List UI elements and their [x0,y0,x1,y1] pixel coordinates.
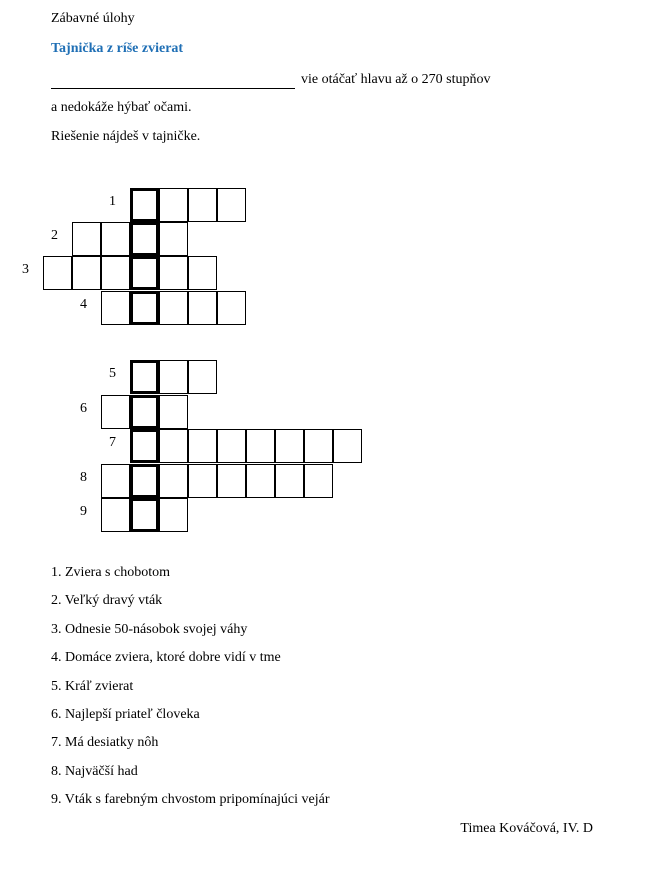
answer-cell[interactable] [333,429,362,463]
answer-cell[interactable] [159,291,188,325]
row-number-3: 3 [22,262,29,277]
row-number-2: 2 [51,228,58,243]
clue-item: 3. Odnesie 50-násobok svojej váhy [51,621,248,637]
answer-cell[interactable] [159,498,188,532]
answer-blank-line [51,88,295,89]
answer-cell[interactable] [159,395,188,429]
answer-cell[interactable] [72,256,101,290]
answer-cell[interactable] [217,429,246,463]
solution-cell[interactable] [130,222,159,256]
author-credit: Timea Kováčová, IV. D [460,821,593,836]
clue-item: 5. Kráľ zvierat [51,678,134,694]
solution-cell[interactable] [130,291,159,325]
solution-cell[interactable] [130,498,159,532]
clue-item: 6. Najlepší priateľ človeka [51,707,200,722]
answer-cell[interactable] [217,188,246,222]
solution-cell[interactable] [130,256,159,290]
riddle-text-part1: vie otáčať hlavu až o 270 stupňov [301,72,491,87]
answer-cell[interactable] [304,464,333,498]
clue-item: 8. Najväčší had [51,763,138,779]
row-number-5: 5 [109,366,116,381]
category-heading: Zábavné úlohy [51,11,135,26]
answer-cell[interactable] [101,464,130,498]
row-number-4: 4 [80,297,87,312]
answer-cell[interactable] [188,291,217,325]
answer-cell[interactable] [159,464,188,498]
answer-cell[interactable] [188,464,217,498]
answer-cell[interactable] [101,222,130,256]
answer-cell[interactable] [159,360,188,394]
answer-cell[interactable] [72,222,101,256]
answer-cell[interactable] [101,291,130,325]
answer-cell[interactable] [246,464,275,498]
row-number-9: 9 [80,504,87,519]
answer-cell[interactable] [217,291,246,325]
instruction-text: Riešenie nájdeš v tajničke. [51,129,201,144]
answer-cell[interactable] [159,256,188,290]
answer-cell[interactable] [159,429,188,463]
answer-cell[interactable] [43,256,72,290]
solution-cell[interactable] [130,395,159,429]
answer-cell[interactable] [275,429,304,463]
clue-item: 7. Má desiatky nôh [51,735,159,751]
row-number-8: 8 [80,470,87,485]
solution-cell[interactable] [130,360,159,394]
answer-cell[interactable] [101,498,130,532]
answer-cell[interactable] [217,464,246,498]
answer-cell[interactable] [304,429,333,463]
page-title: Tajnička z ríše zvierat [51,41,184,56]
answer-cell[interactable] [188,256,217,290]
clue-item: 4. Domáce zviera, ktoré dobre vidí v tme [51,650,281,666]
answer-cell[interactable] [159,188,188,222]
clue-item: 9. Vták s farebným chvostom pripomínajúci vejár [51,792,330,808]
answer-cell[interactable] [101,395,130,429]
answer-cell[interactable] [188,429,217,463]
solution-cell[interactable] [130,464,159,498]
answer-cell[interactable] [159,222,188,256]
solution-cell[interactable] [130,188,159,222]
row-number-6: 6 [80,401,87,416]
clue-item: 1. Zviera s chobotom [51,565,170,580]
answer-cell[interactable] [275,464,304,498]
clue-item: 2. Veľký dravý vták [51,593,163,609]
solution-cell[interactable] [130,429,159,463]
row-number-7: 7 [109,435,116,450]
answer-cell[interactable] [101,256,130,290]
answer-cell[interactable] [246,429,275,463]
answer-cell[interactable] [188,188,217,222]
answer-cell[interactable] [188,360,217,394]
row-number-1: 1 [109,194,116,209]
riddle-text-part2: a nedokáže hýbať očami. [51,100,192,115]
